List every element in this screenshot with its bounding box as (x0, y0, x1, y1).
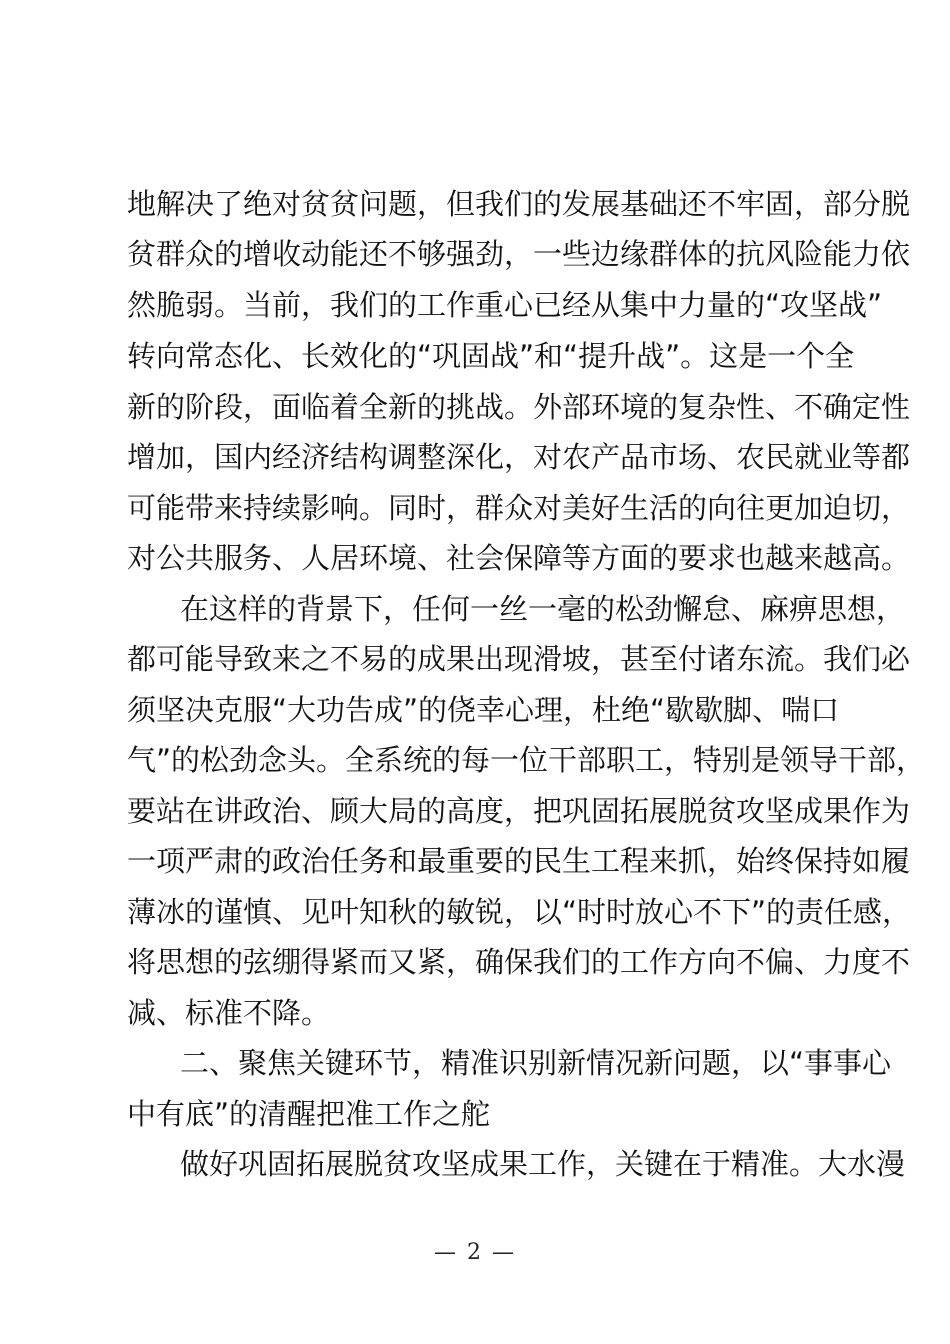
paragraph-2-line-8: 将思想的弦绷得紧而又紧，确保我们的工作方向不偏、力度不 (127, 945, 911, 979)
paragraph-2-line-1: 在这样的背景下，任何一丝一毫的松劲懈怠、麻痹思想， (180, 592, 906, 626)
paragraph-3-line-1: 做好巩固拓展脱贫攻坚成果工作，关键在于精准。大水漫 (180, 1147, 906, 1181)
paragraph-2-line-9: 减、标准不降。 (127, 996, 331, 1030)
section-heading-line-2: 中有底”的清醒把准工作之舵 (127, 1097, 491, 1131)
paragraph-1-line-1: 地解决了绝对贫贫问题，但我们的发展基础还不牢固，部分脱 (127, 187, 911, 221)
paragraph-1-line-8: 对公共服务、人居环境、社会保障等方面的要求也越来越高。 (127, 541, 911, 575)
paragraph-1-line-2: 贫群众的增收动能还不够强劲，一些边缘群体的抗风险能力依 (127, 237, 911, 271)
paragraph-2-line-3: 须坚决克服“大功告成”的侥幸心理，杜绝“歇歇脚、喘口 (127, 693, 840, 727)
paragraph-1-line-6: 增加，国内经济结构调整深化，对农产品市场、农民就业等都 (127, 440, 911, 474)
paragraph-1-line-3: 然脆弱。当前，我们的工作重心已经从集中力量的“攻坚战” (127, 288, 883, 322)
page-number: — 2 — (434, 1240, 516, 1265)
paragraph-1-line-5: 新的阶段，面临着全新的挑战。外部环境的复杂性、不确定性 (127, 390, 911, 424)
paragraph-1-line-7: 可能带来持续影响。同时，群众对美好生活的向往更加迫切， (127, 491, 911, 525)
paragraph-1-line-4: 转向常态化、长效化的“巩固战”和“提升战”。这是一个全 (127, 339, 855, 373)
section-heading-line-1: 二、聚焦关键环节，精准识别新情况新问题，以“事事心 (180, 1046, 892, 1080)
paragraph-2-line-6: 一项严肃的政治任务和最重要的民生工程来抓，始终保持如履 (127, 844, 911, 878)
paragraph-2-line-7: 薄冰的谨慎、见叶知秋的敏锐，以“时时放心不下”的责任感， (127, 895, 912, 929)
paragraph-2-line-2: 都可能导致来之不易的成果出现滑坡，甚至付诸东流。我们必 (127, 642, 911, 676)
paragraph-2-line-4: 气”的松劲念头。全系统的每一位干部职工，特别是领导干部， (127, 743, 926, 777)
paragraph-2-line-5: 要站在讲政治、顾大局的高度，把巩固拓展脱贫攻坚成果作为 (127, 794, 911, 828)
